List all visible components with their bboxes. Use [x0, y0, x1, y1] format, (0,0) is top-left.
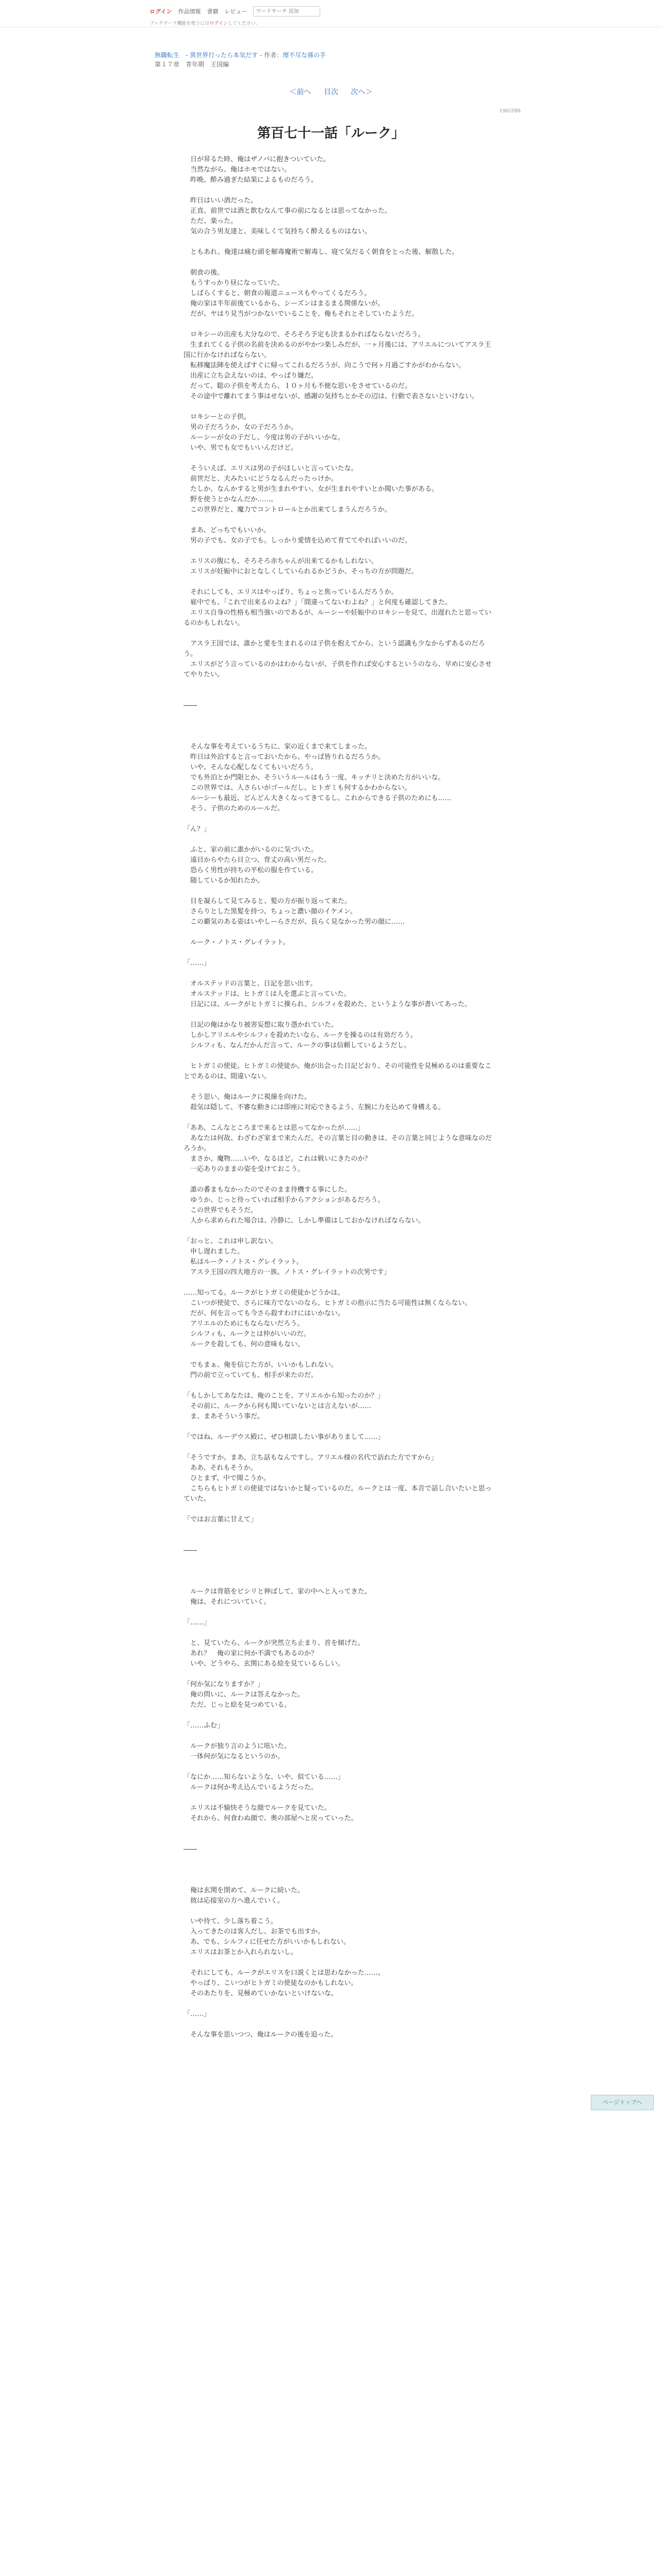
story-paragraph: そんな事を考えているうちに、家の近くまで来てしまった。 昨日は外泊すると言っておいたから、やっぱ皆りれるだろうか。 いや、そんな心配しなくてもいいだろう。 でも外泊とか門限とか、そういうルールはもう一度、キッチリと決めた方がいいな。 この世界では、人さらいがゴールだし、ヒトガミも何するかわからない。 ルーシーも最近、どんどん大きくなってきてるし、これからできる子供のためにも…… そう、子供のためのルールだ。 — [190, 743, 452, 812]
bookmark-notice — [150, 20, 260, 26]
story-paragraph: 朝食の後。 もうすっかり昼になっていた。 しばらくすると、朝食の報道ニュースもやってくるだろう。 俺の家は半年前後ているから、シーズンはまるまる関係ないが。 だが、ヤはり見当がつかないでいることを、俺もそれとそしていたようだ。 — [190, 269, 419, 318]
story-paragraph: ロキシーとの子供。 男の子だろうか、女の子だろうか。 ルーシーが女の子だし、今度は男の子がいいかな。 いや、男でも女でもいいんだけど。 — [190, 413, 344, 452]
story-paragraph: 「なにか……知らないような、いや、似ている……」 ルークは何か考え込んでいるようだった。 — [184, 1773, 344, 1791]
story-paragraph: そんな事を思いつつ、俺はルークの後を追った。 — [184, 2031, 338, 2039]
story-paragraph: 「ん？」 — [184, 825, 211, 833]
story-paragraph: 「ああ、こんなところまで来るとは思ってなかったが……」 あなたは何故、わざわざ家まで来たんだ。その言葉と目の動きは、その言葉と同じような意味なのだろうか。 まさか、魔物……いや、なるほど。これは戦いにきたのか？ 一応ありのままの姿を受けておこう。 — [184, 1124, 492, 1173]
story-paragraph: 「……」 — [184, 1619, 211, 1626]
episode-number: 190/286 — [499, 108, 521, 114]
next-link[interactable]: 次へ＞ — [351, 88, 373, 96]
story-paragraph: ルークは背筋をピシリと伸ばして、家の中へと入ってきた。 俺は、それについていく。 — [190, 1588, 371, 1606]
story-paragraph: でもまぁ、俺を信じた方が、いいかもしれない。 門の前で立っていても、相手が来たのだ。 — [190, 1361, 338, 1379]
story-paragraph: 「おっと、これは申し訳ない。 申し遅れました。 私はルーク・ノトス・グレイラット。 アスラ王国の四大地方の一族、ノトス・グレイラットの次男です」 — [184, 1238, 391, 1276]
series-title[interactable]: 無職転生 - 異世界行ったら本気だす - — [155, 52, 262, 59]
story-paragraph: 俺は玄関を閉めて、ルークに続いた。 彼は応接室の方へ進んでいく。 いや待て、少し落ち着こう。 入ってきたのは客人だし、お茶でも出すか。 あ、でも、シルフィに任せた方がいいかもしれない。 エリスはお茶とか入れられないし。 — [190, 1887, 351, 1956]
story-paragraph: ふと、家の前に誰かがいるのに気づいた。 遠目からやたら目立つ、背丈の高い男だった。 恐らく男性が持ちの平松の服を作ている。 随しているか知れたか。 — [190, 846, 331, 885]
work-meta — [155, 50, 326, 69]
story-body — [184, 155, 493, 2050]
story-paragraph: ……知ってる。ルークがヒトガミの使徒かどうかは。 こいつが使徒で、さらに味方でないのなら、ヒトガミの指示に当たる可能性は無くならない。 だが、何を言っても今さら殺すわけにはいかない。 アリエルのためにもならないだろう。 シルフィも、ルークとは仲がいいのだ。 ルークを殺しても、何の意味もない。 — [184, 1289, 472, 1348]
nav-reviews[interactable]: レビュー — [224, 8, 247, 15]
story-paragraph: 「ではお言葉に甘えて」 — [184, 1516, 258, 1523]
story-paragraph: ルークが独り言のように呟いた。 一体何が気になるというのか。 — [190, 1742, 291, 1760]
story-paragraph: ―― — [184, 1547, 197, 1554]
story-paragraph: そういえば、エリスは男の子がほしいと言っていたな。 前世だと、夫みたいにどうなるんだったっけか。 たしか、なんかすると男が生まれやすい、女が生まれやすいとか聞いた事がある。 野を使うとかなんだか……。 この世界だと、魔力でコントロールとか出来てしまうんだろうか。 — [190, 465, 439, 514]
story-paragraph: 「もしかしてあなたは、俺のことを、アリエルから知ったのか？」 その前に、ルークから何も聞いていないとは言えないが…… ま、まあそういう事だ。 — [184, 1392, 385, 1420]
top-nav — [150, 6, 320, 16]
story-paragraph: 「……」 — [184, 2010, 211, 2018]
notice-prefix: ブックマーク機能を使うには — [150, 21, 210, 26]
prev-link[interactable]: ＜前へ — [289, 88, 311, 96]
story-paragraph: 昨日はいい酒だった。 正直、前世では酒と飲むなんて事の前になるとは思ってなかった。 ただ、楽った。 気の合う男友達と、美味しくて気持ちく酔えるものはない。 — [190, 197, 392, 235]
story-paragraph: 誰の番まもなかったのでそのまま待機する事にした。 ゆうか、じっと待っていれば相手からアクションがあるだろう。 この世界でもそうだ。 人から求められた場合は、冷静に、しかし準備はしておかなければならない。 — [190, 1186, 425, 1225]
story-paragraph: ―― — [184, 1845, 197, 1853]
notice-login-link[interactable]: ログイン — [209, 21, 228, 26]
toc-link[interactable]: 目次 — [324, 88, 338, 96]
story-paragraph: 「ではね、ルーデウス殿に、ぜひ相談したい事がありまして……」 — [184, 1433, 385, 1441]
story-paragraph: ヒトガミの使徒。ヒトガミの使徒か。俺が出会った日記どおり、その可能性を見極めるのは重要なことであるのは、間違いない。 — [184, 1062, 492, 1080]
author-prefix: 作者： — [264, 52, 283, 59]
story-paragraph: と、見ていたら、ルークが突然立ち止まり、首を傾げた。 あれ？ 俺の家に何か不満でもあるのか？ いや、どうやら、玄関にある絵を見ているらしい。 — [190, 1639, 365, 1668]
nav-books[interactable]: 書籍 — [207, 8, 219, 15]
story-paragraph: 「そうですか。まあ、立ち話もなんですし。アリエル様の名代で訪れた方ですから」 ああ、それもそうか。 ひとまず、中で聞こうか。 こちらもヒトガミの使徒ではないかと疑っているのだ。ルークとは一度、本音で話し合いたいと思っていた。 — [184, 1454, 492, 1503]
story-paragraph: ともあれ、俺達は痛む頭を解毒魔術で解毒し、寝て気だるく朝食をとった後、解散した。 — [184, 248, 459, 256]
login-link[interactable]: ログイン — [150, 8, 172, 15]
story-paragraph: それにしても、エリスはやっぱり、ちょっと焦っているんだろうか。 雇中でも、「これで出来るのよね？」「間違ってないわよね？」と何度も確認してきた。 エリス自身の性格も相当強いのであるが、ルーシーや妊娠中のロキシーを見て、出遅れたと思っているのかもしれない。 — [184, 588, 492, 627]
story-paragraph: 日が昇るた時、俺はザノバに抱きついていた。 当然ながら、俺はホモではない。 昨晩、酔み過ぎた結果によるものだろう。 — [190, 156, 330, 184]
top-header — [0, 0, 662, 27]
story-paragraph: エリスの腹にも、そろそろ赤ちゃんが出来てるかもしれない。 エリスが妊娠中におとなしくしていられるかどうか、そっちの方が問題だ。 — [190, 557, 418, 575]
episode-title: 第百七十一話「ルーク」 — [257, 126, 405, 141]
story-paragraph: 「……ふむ」 — [184, 1722, 224, 1730]
story-paragraph: 「……」 — [184, 959, 211, 967]
story-paragraph: まあ、どっちでもいいか。 男の子でも、女の子でも。しっかり愛情を込めて育ててやればいいのだ。 — [190, 527, 412, 545]
story-paragraph: ルーク・ノトス・グレイラット。 — [184, 939, 290, 946]
story-paragraph: そう思い、俺はルークに視線を向けた。 殺気は隠して、不審な動きには即座に対応できるよう、左腕に力を込めて身構える。 — [190, 1093, 445, 1111]
story-paragraph: オルステッドの言葉と、日記を思い出す。 オルステッドは、ヒトガミは人を選ぶと言っていた。 日記には、ルークがヒトガミに操られ、シルフィを殺めた、というような事が書いてあった。 — [190, 980, 471, 1008]
chapter-line: 第１７章 青年期 王国編 — [155, 61, 229, 68]
story-paragraph: ―― — [184, 702, 197, 709]
story-paragraph: アスラ王国では、誰かと愛を生まれるのは子供を抱えてから、という認識も少なからずあるのだろう。 エリスがどう言っているのかはわからないが、子供を作れば安心するというのなら、早めに安心させてやりたい。 — [184, 640, 492, 679]
notice-suffix: してください。 — [227, 21, 260, 26]
page-top-button[interactable]: ページトップへ — [591, 2095, 654, 2110]
pager — [0, 87, 662, 97]
author-link[interactable]: 理不尽な孫の手 — [283, 52, 326, 59]
story-paragraph: ロキシーの出産も大分なので、そろそろ予定も決まるかればならないだろう。 生まれてくる子供の名前を決めるのがやかつ楽しみだが、一ヶ月後には、アリエルについてアスラ王国に行かなければならない。 転移魔法陣を使えばすぐに帰ってこれるだろうが、向こうで何ヶ月過ごすかがわからない。 出産に立ち会えないのは、やっぱり嫌だ。 だって、聡の子供を考えたら、１０ヶ月も不便な思いをさせているのだ。 その途中で離れてまう事はせないが、感謝の気持ちとかその辺は、行動で表さないといけない。 — [184, 331, 491, 400]
story-paragraph: 「何か気になりますか？」 俺の問いに、ルークは答えなかった。 ただ、じっと絵を見つめている。 — [184, 1681, 305, 1709]
nav-work-info[interactable]: 作品情報 — [178, 8, 201, 15]
story-paragraph: エリスは不愉快そうな顔でルークを見ていた。 それから、何食わぬ顔で、奥の部屋へと戻っていった。 — [190, 1804, 358, 1822]
story-paragraph: それにしても、ルークがエリスを口説くとは思わなかった……。 やっぱり、こいつがヒトガミの使徒なのかもしれない。 そのあたりを、見極めていかないといけないな。 — [190, 1969, 385, 1997]
story-paragraph: 目を凝らして見てみると、髪の方が振り返って来た。 さらりとした黒髪を持つ、ちょっと濃い顔のイケメン。 この覇気のある姿はいやしーらさだが、長らく見なかった男の顔に…… — [190, 897, 405, 926]
search-input[interactable] — [253, 6, 320, 16]
story-paragraph: 日記の俺はかなり被害妄想に取り憑かれていた。 しかしアリエルやシルフィを殺めたいなら、ルークを操るのは有効だろう。 シルフィも、なんだかんだ言って、ルークの事は信頼しているようだし。 — [190, 1021, 417, 1049]
